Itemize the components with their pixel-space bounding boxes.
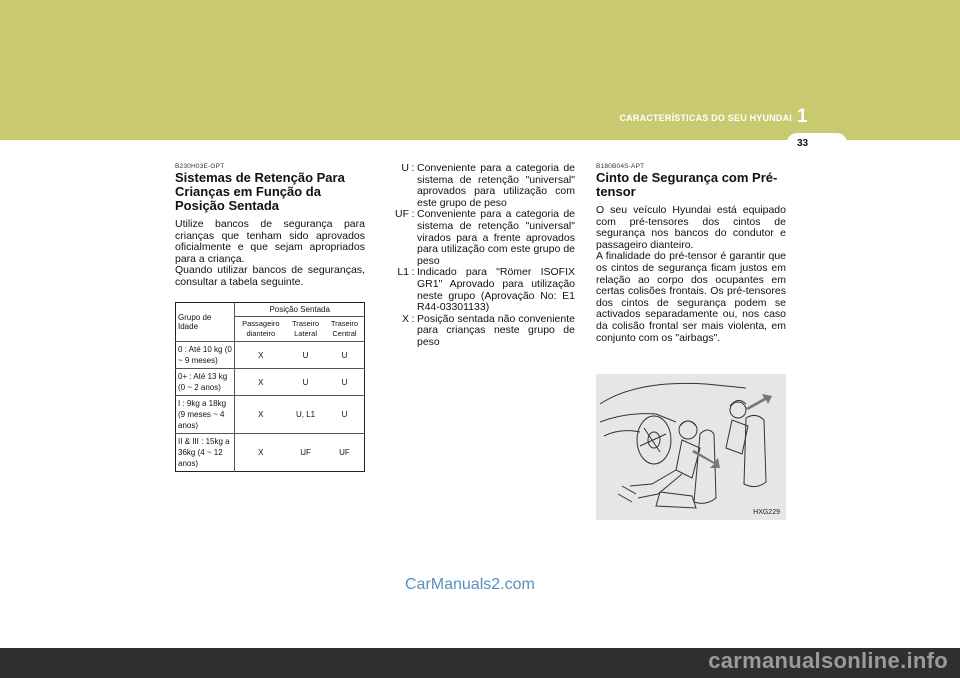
seating-position-table	[175, 302, 365, 472]
legend-colon: :	[411, 312, 415, 325]
illustration-icon	[596, 374, 786, 520]
table-cell: U	[325, 342, 365, 369]
legend-colon: :	[411, 266, 415, 279]
watermark-text: CarManuals2.com	[405, 576, 535, 593]
table-cell: U	[286, 369, 325, 396]
section-pretensioner	[596, 163, 786, 344]
page-number-tab	[787, 133, 847, 153]
legend-key: X	[401, 312, 409, 325]
legend-item	[385, 163, 575, 209]
table-header-position: Posição Sentada	[269, 305, 330, 314]
table-cell: X	[235, 396, 286, 434]
table-cell: UF	[325, 434, 365, 472]
table-row	[176, 342, 365, 369]
section-paragraph	[596, 205, 786, 344]
paragraph-line: O seu veículo Hyundai está equipado com pré-tensores dos cintos de segurança nos bancos do condutor e passageiro dianteiro.	[596, 204, 786, 251]
legend-item	[385, 267, 575, 313]
legend-text: Posição sentada não conveniente para crianças neste grupo de peso	[417, 312, 575, 348]
legend-colon: :	[411, 208, 415, 221]
section-paragraph	[175, 219, 365, 289]
chapter-title: CARACTERÍSTICAS DO SEU HYUNDAI	[619, 113, 792, 123]
table-column-header: Passageiro dianteiro	[235, 317, 286, 342]
table-cell-group: II & III : 15kg a 36kg (4 ~ 12 anos)	[176, 434, 235, 472]
section-child-restraint	[175, 163, 365, 289]
table-cell: X	[235, 434, 286, 472]
legend-key: L1	[397, 266, 409, 279]
footer-link[interactable]: carmanualsonline.info	[708, 648, 948, 673]
paragraph-line: Utilize bancos de segurança para crianças que tenham sido aprovados oficialmente e que sejam apropriados para a criança.	[175, 218, 365, 265]
table-row	[176, 396, 365, 434]
table-cell-group: 0 : Até 10 kg (0 ~ 9 meses)	[176, 342, 235, 369]
paragraph-line: A finalidade do pré-tensor é garantir que os cintos de segurança ficam justos em relação ao corpo dos ocupantes em certas colisões frontais. Os pré-tensores dos cintos de segurança podem se activados separadamente ou, nos caso da colisão frontal ser mais violenta, em conjunto com os "airbags".	[596, 250, 786, 344]
section-code: B180B04S-APT	[596, 163, 645, 170]
table-row	[176, 434, 365, 472]
section-title: Cinto de Segurança com Pré-tensor	[596, 170, 778, 199]
legend-text: Conveniente para a categoria de sistema de retenção "universal" aprovados para utilização com este grupo de peso	[417, 162, 575, 209]
table-cell: U	[286, 342, 325, 369]
legend-item	[385, 314, 575, 349]
legend-key: UF	[395, 208, 409, 221]
table-column-header: Traseiro Central	[325, 317, 365, 342]
paragraph-line: Quando utilizar bancos de seguranças, consultar a tabela seguinte.	[175, 264, 365, 288]
legend-text: Indicado para "Römer ISOFIX GR1" Aprovado para utilização neste grupo (Aprovação No: E1 R44-03301133)	[417, 266, 575, 314]
legend-list	[385, 163, 575, 349]
table-row	[176, 369, 365, 396]
header-band	[0, 0, 960, 140]
table-cell-group: I : 9kg a 18kg (9 meses ~ 4 anos)	[176, 396, 235, 434]
table-cell: U	[325, 369, 365, 396]
legend-item	[385, 209, 575, 267]
figure-code: HXG229	[753, 509, 780, 516]
table-cell: X	[235, 342, 286, 369]
section-code: B230H03E-GPT	[175, 163, 225, 170]
seatbelt-pretensioner-illustration	[596, 374, 786, 520]
table-cell: X	[235, 369, 286, 396]
table-cell-group: 0+ : Até 13 kg (0 ~ 2 anos)	[176, 369, 235, 396]
table-column-header: Traseiro Lateral	[286, 317, 325, 342]
section-title: Sistemas de Retenção Para Crianças em Função da Posição Sentada	[175, 170, 345, 213]
legend-key: U	[401, 162, 409, 174]
legend-colon: :	[411, 162, 415, 174]
table-cell: UF	[286, 434, 325, 472]
table-header-group: Grupo de Idade	[176, 303, 235, 342]
chapter-number: 1	[797, 106, 808, 127]
legend-text: Conveniente para a categoria de sistema de retenção "universal" virados para a frente aprovados para utilização com este grupo de peso	[417, 208, 575, 267]
table-cell: U	[325, 396, 365, 434]
table-cell: U, L1	[286, 396, 325, 434]
page-number: 33	[797, 138, 809, 149]
